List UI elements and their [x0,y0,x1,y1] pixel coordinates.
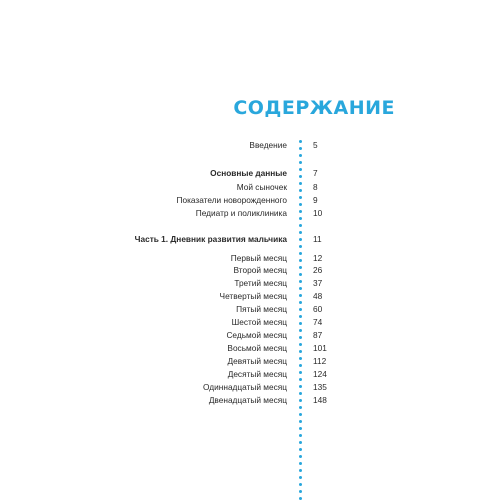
toc-entry-page: 9 [313,195,318,205]
toc-entry [0,233,500,245]
toc-entry-label: Седьмой месяц [226,330,287,340]
divider-dot [299,448,302,451]
divider-dot [299,455,302,458]
toc-entry-page: 48 [313,291,323,301]
toc-entry-label: Второй месяц [233,265,287,275]
toc-entry-page: 37 [313,278,323,288]
divider-dot [299,420,302,423]
toc-entry-page: 148 [313,395,327,405]
toc-entry-label: Часть 1. Дневник развития мальчика [134,234,287,244]
toc-entry [0,368,500,380]
toc-entry-page: 124 [313,369,327,379]
toc-entry [0,329,500,341]
toc-entry [0,394,500,406]
toc-entry [0,277,500,289]
toc-entry-label: Введение [249,140,287,150]
toc-entry-page: 112 [313,356,327,366]
divider-dot [299,427,302,430]
toc-entry-page: 10 [313,208,323,218]
divider-dot [299,154,302,157]
toc-entry-page: 5 [313,140,318,150]
divider-dot [299,441,302,444]
divider-dot [299,476,302,479]
toc-entry [0,342,500,354]
toc-entry-page: 7 [313,168,318,178]
toc-entry-label: Десятый месяц [227,369,287,379]
toc-entry-label: Первый месяц [230,253,287,263]
toc-entry-label: Двенадцатый месяц [208,395,287,405]
toc-entry-label: Педиатр и поликлиника [195,208,287,218]
toc-entry-page: 11 [313,234,322,244]
toc-entry-label: Восьмой месяц [227,343,287,353]
divider-dot [299,462,302,465]
toc-entry [0,303,500,315]
toc-entry [0,139,500,151]
toc-entry-label: Шестой месяц [231,317,287,327]
toc-entry [0,252,500,264]
toc-entry [0,207,500,219]
toc-entry-label: Показатели новорожденного [176,195,287,205]
divider-dot [299,413,302,416]
toc-entry-label: Девятый месяц [227,356,287,366]
toc-entry-page: 74 [313,317,323,327]
toc-entry-page: 26 [313,265,323,275]
divider-dot [299,245,302,248]
toc-entry-label: Третий месяц [234,278,287,288]
toc-entry-page: 60 [313,304,323,314]
toc-entry [0,316,500,328]
toc-entry-page: 87 [313,330,323,340]
toc-entry [0,194,500,206]
page-title: СОДЕРЖАНИЕ [233,97,395,119]
toc-entry-page: 101 [313,343,327,353]
divider-dot [299,483,302,486]
divider-dot [299,434,302,437]
toc-entry [0,167,500,179]
divider-dot [299,469,302,472]
toc-entry [0,290,500,302]
toc-entry-page: 12 [313,253,323,263]
toc-entry [0,381,500,393]
divider-dot [299,490,302,493]
toc-entry-page: 8 [313,182,318,192]
toc-entry-label: Пятый месяц [236,304,287,314]
toc-entry-page: 135 [313,382,327,392]
divider-dot [299,406,302,409]
toc-entry [0,264,500,276]
divider-dot [299,161,302,164]
toc-entry [0,355,500,367]
toc-entry-label: Основные данные [210,168,287,178]
divider-dot [299,224,302,227]
toc-entry-label: Мой сыночек [236,182,287,192]
toc-entry-label: Одиннадцатый месяц [203,382,287,392]
toc-entry [0,181,500,193]
toc-entry-label: Четвертый месяц [219,291,287,301]
